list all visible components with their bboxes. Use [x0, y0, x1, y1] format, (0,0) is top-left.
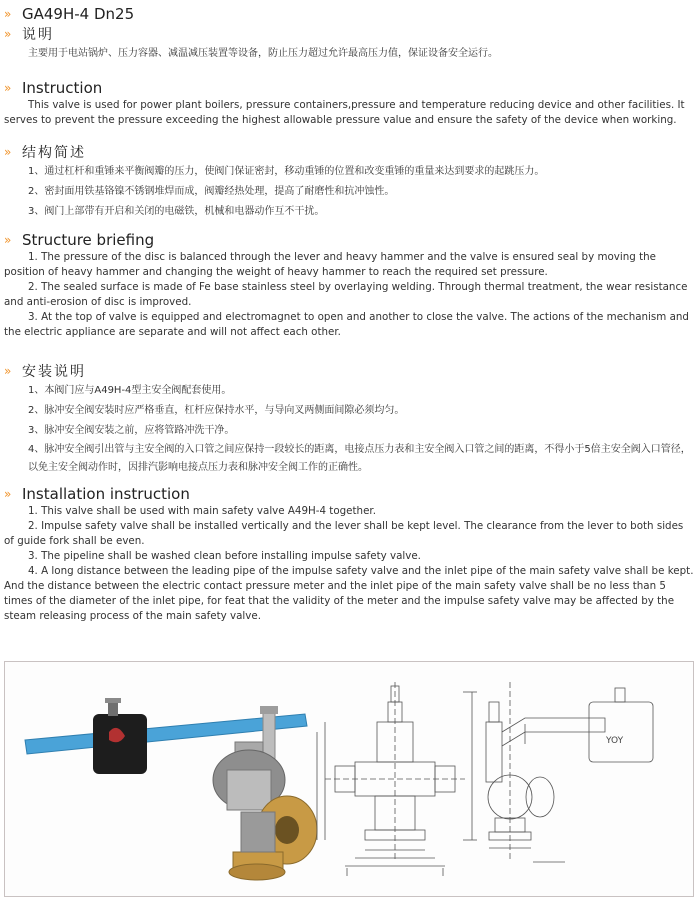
section-install-zh: [4, 361, 694, 477]
double-chevron-icon: »: [4, 487, 10, 501]
section-heading: 说明: [22, 27, 54, 43]
section-heading: Structure briefing: [22, 231, 155, 249]
list-item: 2、密封面用铁基铬镍不锈钢堆焊而成，阀瓣经热处理，提高了耐磨性和抗冲蚀性。: [28, 186, 395, 197]
double-chevron-icon: »: [4, 145, 10, 159]
double-chevron-icon: »: [4, 7, 10, 21]
section-heading: Instruction: [22, 79, 103, 97]
list-item: 2. Impulse safety valve shall be installed vertically and the lever shall be kept level. The clearance from the lever to both sides of guide fork shall be even.: [4, 520, 684, 547]
list-item: 2. The sealed surface is made of Fe base stainless steel by overlaying welding. Through thermal treatment, the wear resistance and anti-erosion of disc is improved.: [4, 281, 688, 308]
double-chevron-icon: »: [4, 233, 10, 247]
section-heading: Installation instruction: [22, 485, 190, 503]
double-chevron-icon: »: [4, 27, 10, 41]
section-heading: 安装说明: [22, 364, 86, 380]
list-item: 4、脉冲安全阀引出管与主安全阀的入口管之间应保持一段较长的距离，电接点压力表和主安全阀入口管之间的距离，不得小于5倍主安全阀入口管径，以免主安全阀动作时，因排汽影响电接点压力表和脉冲安全阀工作的正确性。: [28, 444, 691, 473]
front-view-drawing: [486, 682, 653, 862]
drawing-label: YOY: [606, 736, 624, 746]
section-drawing: [317, 682, 477, 876]
product-figure: [4, 661, 694, 897]
section-structure-en: [4, 230, 694, 340]
list-item: 1. This valve shall be used with main safety valve A49H-4 together.: [28, 505, 376, 517]
title-block: [4, 4, 694, 24]
list-item: 4. A long distance between the leading pipe of the impulse safety valve and the inlet pipe of the main safety valve shall be kept. And the distance between the electric contact pressure meter and the inlet pipe of the main safety valve shall be no less than 5 times of the diameter of the inlet pipe, for feat that the validity of the meter and the impulse safety valve may be affected by the steam releasing process of the main safety valve.: [4, 565, 694, 622]
list-item: 1、通过杠杆和重锤来平衡阀瓣的压力，使阀门保证密封，移动重锤的位置和改变重锤的重量来达到要求的起跳压力。: [28, 166, 545, 177]
double-chevron-icon: »: [4, 364, 10, 378]
valve-photo: [25, 698, 317, 880]
list-item: 3. The pipeline shall be washed clean before installing impulse safety valve.: [28, 550, 421, 562]
double-chevron-icon: »: [4, 81, 10, 95]
list-item: 1. The pressure of the disc is balanced through the lever and heavy hammer and the valve is ensured seal by moving the position of heavy hammer and changing the weight of heavy hammer to reach the required set pressure.: [4, 251, 656, 278]
section-text: This valve is used for power plant boilers, pressure containers,pressure and temperature reducing device and other facilities. It serves to prevent the pressure exceeding the highest allowable pressure value and ensure the safety of the device when working.: [4, 99, 685, 126]
section-install-en: [4, 484, 694, 624]
section-instruction: [4, 78, 694, 128]
list-item: 2、脉冲安全阀安装时应严格垂直，杠杆应保持水平，与导向叉两侧面间隙必须均匀。: [28, 405, 405, 416]
list-item: 3. At the top of valve is equipped and electromagnet to open and another to close the valve. The actions of the mechanism and the electric appliance are separate and will not affect each other.: [4, 311, 689, 338]
list-item: 3、阀门上部带有开启和关闭的电磁铁，机械和电器动作互不干扰。: [28, 206, 325, 217]
product-figure-svg: [5, 662, 693, 896]
list-item: 1、本阀门应与A49H-4型主安全阀配套使用。: [28, 385, 232, 396]
section-structure-zh: [4, 142, 694, 222]
section-heading: 结构简述: [22, 145, 86, 161]
section-text: 主要用于电站锅炉、压力容器、减温减压装置等设备，防止压力超过允许最高压力值，保证设备安全运行。: [28, 48, 498, 59]
list-item: 3、脉冲安全阀安装之前，应将管路冲洗干净。: [28, 425, 235, 436]
page-title: GA49H-4 Dn25: [22, 5, 135, 23]
section-desc-zh: [4, 24, 694, 64]
